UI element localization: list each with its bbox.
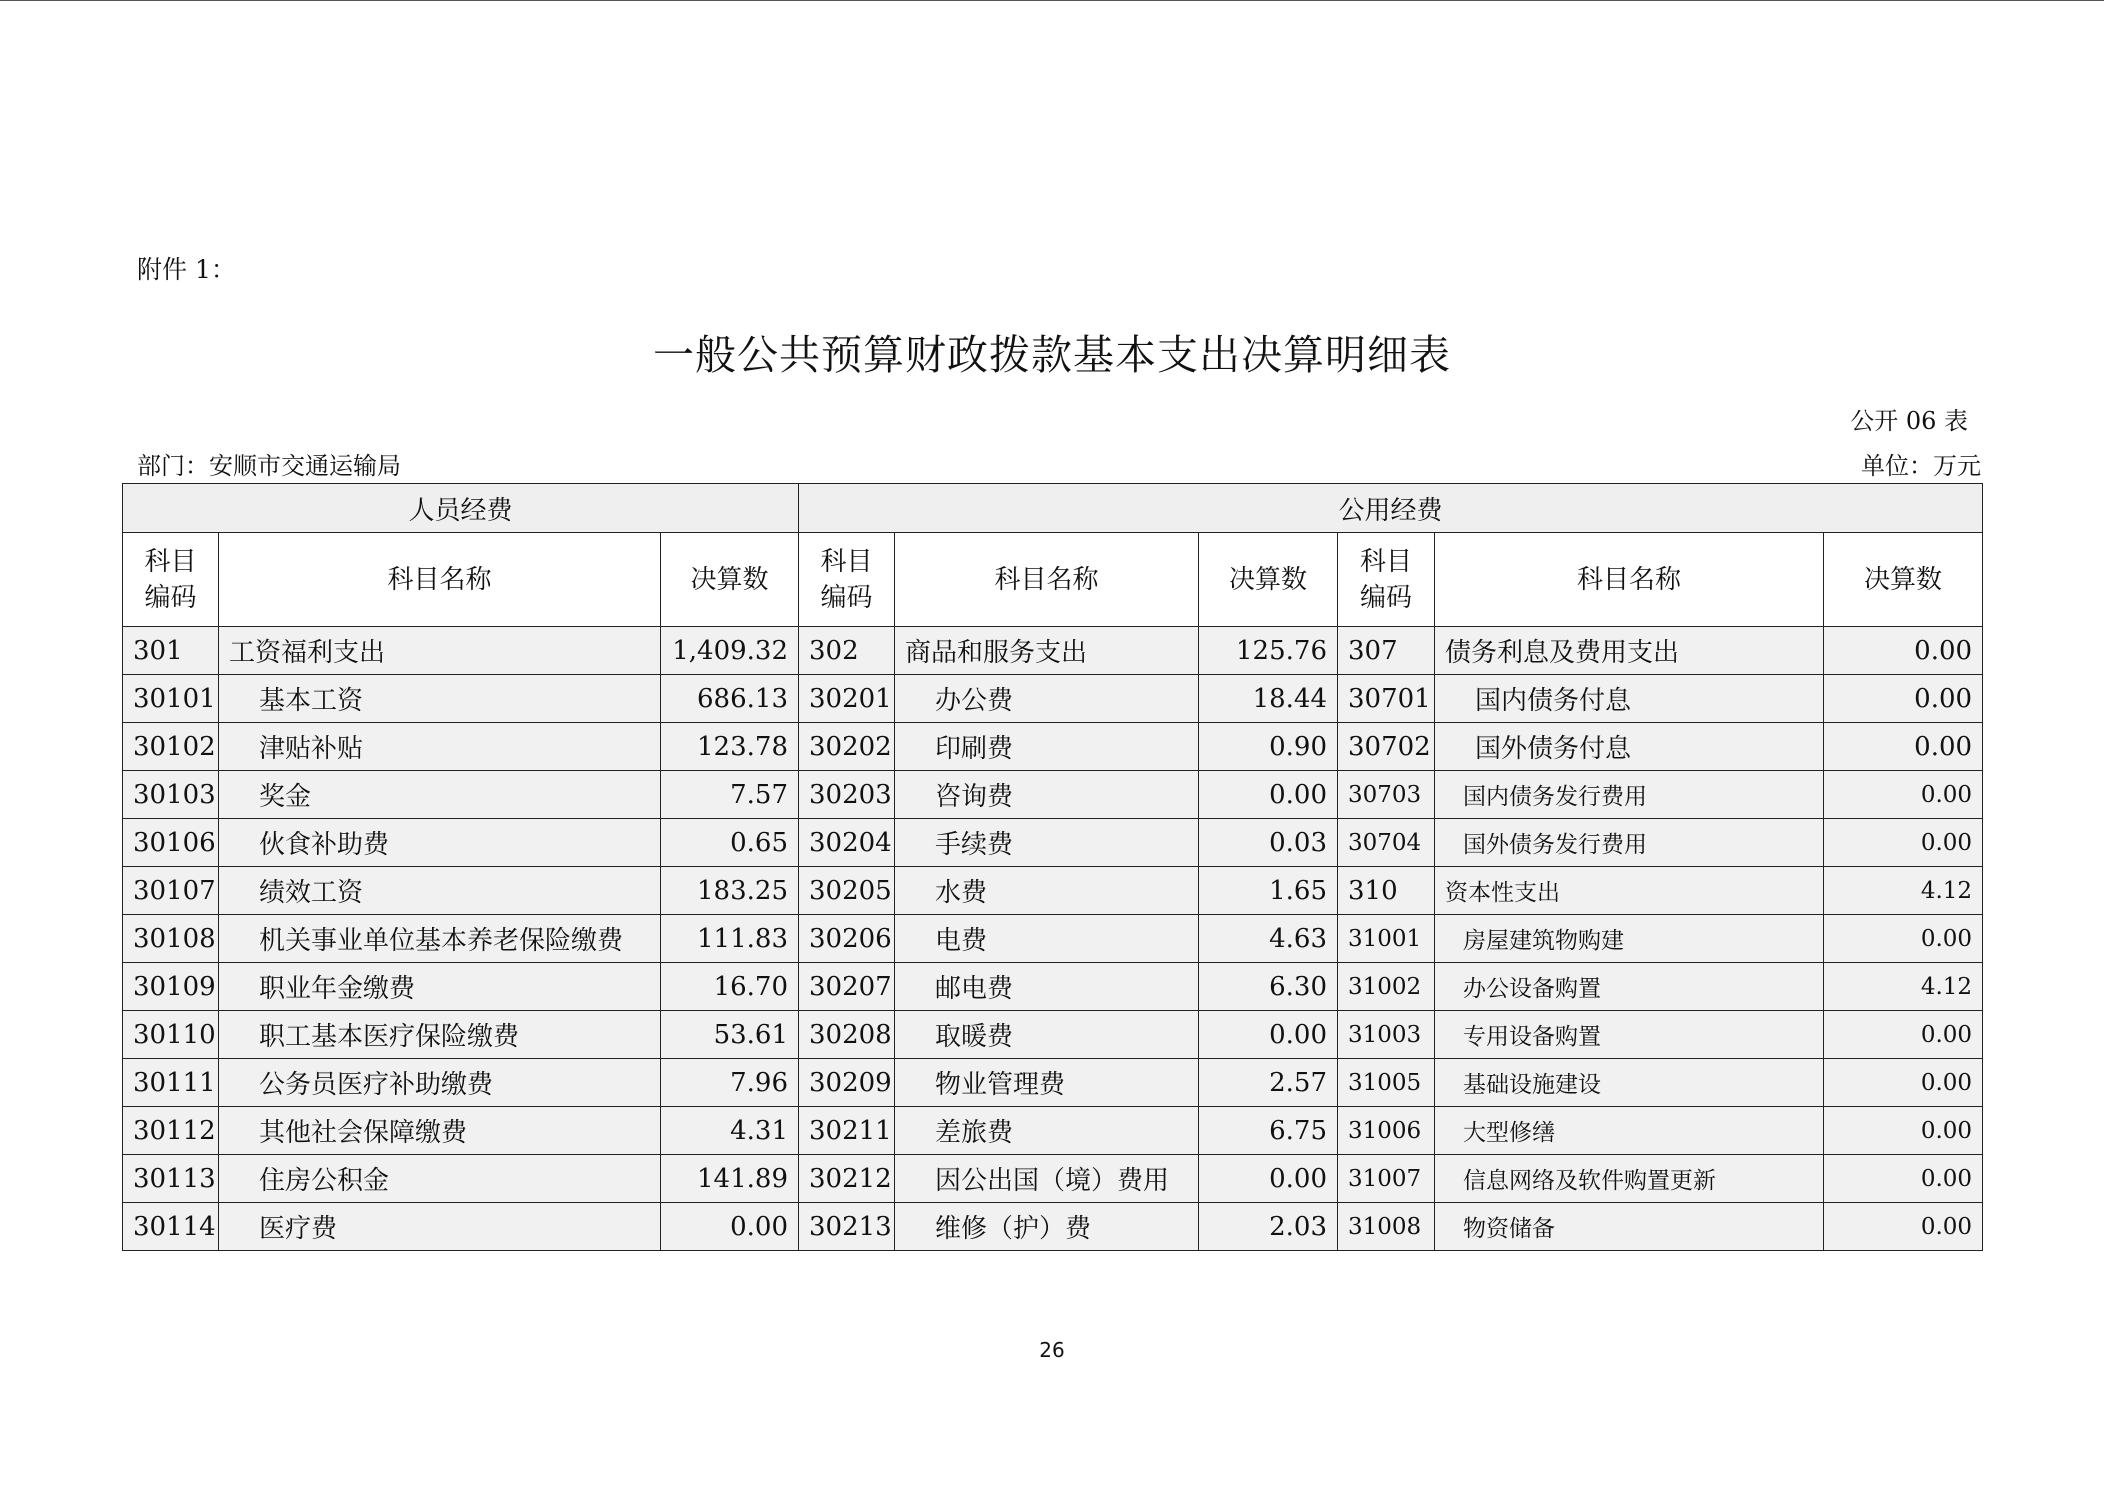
goods-code: 30202: [799, 723, 895, 771]
personnel-name: 绩效工资: [219, 867, 661, 915]
goods-name: 办公费: [895, 675, 1199, 723]
goods-amount: 18.44: [1199, 675, 1338, 723]
capital-code: 31006: [1338, 1107, 1435, 1155]
capital-amount: 0.00: [1824, 1107, 1983, 1155]
column-header-row: [123, 533, 1983, 627]
goods-amount: 0.03: [1199, 819, 1338, 867]
personnel-amount: 0.65: [661, 819, 799, 867]
goods-amount: 0.90: [1199, 723, 1338, 771]
goods-amount: 1.65: [1199, 867, 1338, 915]
capital-code: 31003: [1338, 1011, 1435, 1059]
goods-name: 水费: [895, 867, 1199, 915]
personnel-amount: 16.70: [661, 963, 799, 1011]
personnel-amount: 1,409.32: [661, 627, 799, 675]
table-row: [123, 1155, 1983, 1203]
table-row: [123, 1011, 1983, 1059]
goods-amount: 6.30: [1199, 963, 1338, 1011]
table-row: [123, 867, 1983, 915]
goods-name: 咨询费: [895, 771, 1199, 819]
capital-amount: 0.00: [1824, 723, 1983, 771]
personnel-code: 30113: [123, 1155, 219, 1203]
header-code: [799, 533, 895, 627]
personnel-amount: 4.31: [661, 1107, 799, 1155]
personnel-name: 津贴补贴: [219, 723, 661, 771]
table-row: [123, 963, 1983, 1011]
personnel-amount: 686.13: [661, 675, 799, 723]
table-row: [123, 723, 1983, 771]
goods-amount: 2.03: [1199, 1203, 1338, 1251]
table-row: [123, 915, 1983, 963]
table-row: [123, 675, 1983, 723]
page-number: 26: [1039, 1338, 1065, 1362]
capital-name: 房屋建筑物购建: [1435, 915, 1824, 963]
page-title: 一般公共预算财政拨款基本支出决算明细表: [653, 331, 1451, 379]
header-amount: 决算数: [661, 533, 799, 627]
goods-code: 30204: [799, 819, 895, 867]
personnel-name: 基本工资: [219, 675, 661, 723]
group-personnel: 人员经费: [123, 484, 799, 533]
personnel-name: 奖金: [219, 771, 661, 819]
personnel-name: 工资福利支出: [219, 627, 661, 675]
personnel-name: 机关事业单位基本养老保险缴费: [219, 915, 661, 963]
personnel-amount: 7.57: [661, 771, 799, 819]
personnel-code: 30112: [123, 1107, 219, 1155]
personnel-amount: 0.00: [661, 1203, 799, 1251]
header-code-line: 编码: [820, 582, 873, 613]
header-code-line: 编码: [1359, 582, 1412, 613]
goods-code: 30208: [799, 1011, 895, 1059]
capital-code: 307: [1338, 627, 1435, 675]
goods-code: 30209: [799, 1059, 895, 1107]
goods-code: 30205: [799, 867, 895, 915]
capital-code: 30703: [1338, 771, 1435, 819]
capital-code: 31007: [1338, 1155, 1435, 1203]
goods-amount: 4.63: [1199, 915, 1338, 963]
personnel-code: 30108: [123, 915, 219, 963]
personnel-amount: 7.96: [661, 1059, 799, 1107]
unit-label: 单位：万元: [1861, 452, 1981, 480]
capital-name: 大型修缮: [1435, 1107, 1824, 1155]
goods-code: 30213: [799, 1203, 895, 1251]
attachment-label: 附件 1：: [137, 255, 236, 284]
capital-name: 国内债务付息: [1435, 675, 1824, 723]
top-rule: [0, 0, 2104, 1]
header-code: [1338, 533, 1435, 627]
personnel-name: 其他社会保障缴费: [219, 1107, 661, 1155]
goods-name: 电费: [895, 915, 1199, 963]
personnel-name: 公务员医疗补助缴费: [219, 1059, 661, 1107]
capital-name: 办公设备购置: [1435, 963, 1824, 1011]
header-code: [123, 533, 219, 627]
capital-amount: 0.00: [1824, 915, 1983, 963]
capital-name: 国外债务发行费用: [1435, 819, 1824, 867]
goods-name: 物业管理费: [895, 1059, 1199, 1107]
goods-code: 30203: [799, 771, 895, 819]
table-row: [123, 1059, 1983, 1107]
header-code-line: 科目: [144, 546, 197, 577]
table-row: [123, 771, 1983, 819]
capital-amount: 4.12: [1824, 867, 1983, 915]
personnel-amount: 53.61: [661, 1011, 799, 1059]
header-amount: 决算数: [1199, 533, 1338, 627]
capital-name: 信息网络及软件购置更新: [1435, 1155, 1824, 1203]
goods-name: 差旅费: [895, 1107, 1199, 1155]
header-code-line: 编码: [144, 582, 197, 613]
header-code-line: 科目: [820, 546, 873, 577]
personnel-name: 医疗费: [219, 1203, 661, 1251]
capital-amount: 0.00: [1824, 675, 1983, 723]
capital-amount: 0.00: [1824, 771, 1983, 819]
goods-code: 30207: [799, 963, 895, 1011]
goods-amount: 125.76: [1199, 627, 1338, 675]
capital-amount: 0.00: [1824, 627, 1983, 675]
goods-code: 30206: [799, 915, 895, 963]
goods-amount: 2.57: [1199, 1059, 1338, 1107]
capital-name: 资本性支出: [1435, 867, 1824, 915]
personnel-code: 30109: [123, 963, 219, 1011]
capital-name: 物资储备: [1435, 1203, 1824, 1251]
header-code-line: 科目: [1359, 546, 1412, 577]
goods-code: 30212: [799, 1155, 895, 1203]
capital-amount: 4.12: [1824, 963, 1983, 1011]
capital-code: 30704: [1338, 819, 1435, 867]
capital-amount: 0.00: [1824, 819, 1983, 867]
goods-name: 商品和服务支出: [895, 627, 1199, 675]
capital-amount: 0.00: [1824, 1203, 1983, 1251]
capital-code: 31002: [1338, 963, 1435, 1011]
group-public: 公用经费: [799, 484, 1983, 533]
capital-code: 30701: [1338, 675, 1435, 723]
capital-code: 31005: [1338, 1059, 1435, 1107]
goods-code: 30211: [799, 1107, 895, 1155]
capital-amount: 0.00: [1824, 1155, 1983, 1203]
personnel-code: 30103: [123, 771, 219, 819]
table-row: [123, 627, 1983, 675]
personnel-name: 职工基本医疗保险缴费: [219, 1011, 661, 1059]
table-row: [123, 1203, 1983, 1251]
capital-name: 专用设备购置: [1435, 1011, 1824, 1059]
header-name: 科目名称: [895, 533, 1199, 627]
personnel-code: 301: [123, 627, 219, 675]
personnel-name: 住房公积金: [219, 1155, 661, 1203]
capital-code: 31008: [1338, 1203, 1435, 1251]
capital-name: 基础设施建设: [1435, 1059, 1824, 1107]
capital-name: 债务利息及费用支出: [1435, 627, 1824, 675]
goods-amount: 6.75: [1199, 1107, 1338, 1155]
capital-code: 30702: [1338, 723, 1435, 771]
personnel-code: 30111: [123, 1059, 219, 1107]
personnel-amount: 183.25: [661, 867, 799, 915]
goods-amount: 0.00: [1199, 1011, 1338, 1059]
expenditure-table: [122, 483, 1983, 1251]
personnel-name: 职业年金缴费: [219, 963, 661, 1011]
capital-amount: 0.00: [1824, 1011, 1983, 1059]
header-name: 科目名称: [1435, 533, 1824, 627]
capital-code: 310: [1338, 867, 1435, 915]
personnel-code: 30101: [123, 675, 219, 723]
header-name: 科目名称: [219, 533, 661, 627]
goods-name: 因公出国（境）费用: [895, 1155, 1199, 1203]
personnel-code: 30102: [123, 723, 219, 771]
personnel-code: 30106: [123, 819, 219, 867]
capital-code: 31001: [1338, 915, 1435, 963]
personnel-code: 30110: [123, 1011, 219, 1059]
capital-name: 国内债务发行费用: [1435, 771, 1824, 819]
goods-name: 邮电费: [895, 963, 1199, 1011]
personnel-code: 30114: [123, 1203, 219, 1251]
goods-name: 维修（护）费: [895, 1203, 1199, 1251]
personnel-amount: 123.78: [661, 723, 799, 771]
form-number: 公开 06 表: [1850, 407, 1968, 435]
header-amount: 决算数: [1824, 533, 1983, 627]
goods-name: 印刷费: [895, 723, 1199, 771]
goods-name: 取暖费: [895, 1011, 1199, 1059]
goods-code: 302: [799, 627, 895, 675]
personnel-amount: 111.83: [661, 915, 799, 963]
personnel-code: 30107: [123, 867, 219, 915]
group-header-row: [123, 484, 1983, 533]
capital-name: 国外债务付息: [1435, 723, 1824, 771]
goods-amount: 0.00: [1199, 1155, 1338, 1203]
capital-amount: 0.00: [1824, 1059, 1983, 1107]
table-row: [123, 819, 1983, 867]
department-label: 部门：安顺市交通运输局: [137, 452, 401, 480]
goods-code: 30201: [799, 675, 895, 723]
goods-name: 手续费: [895, 819, 1199, 867]
personnel-name: 伙食补助费: [219, 819, 661, 867]
goods-amount: 0.00: [1199, 771, 1338, 819]
table-row: [123, 1107, 1983, 1155]
personnel-amount: 141.89: [661, 1155, 799, 1203]
